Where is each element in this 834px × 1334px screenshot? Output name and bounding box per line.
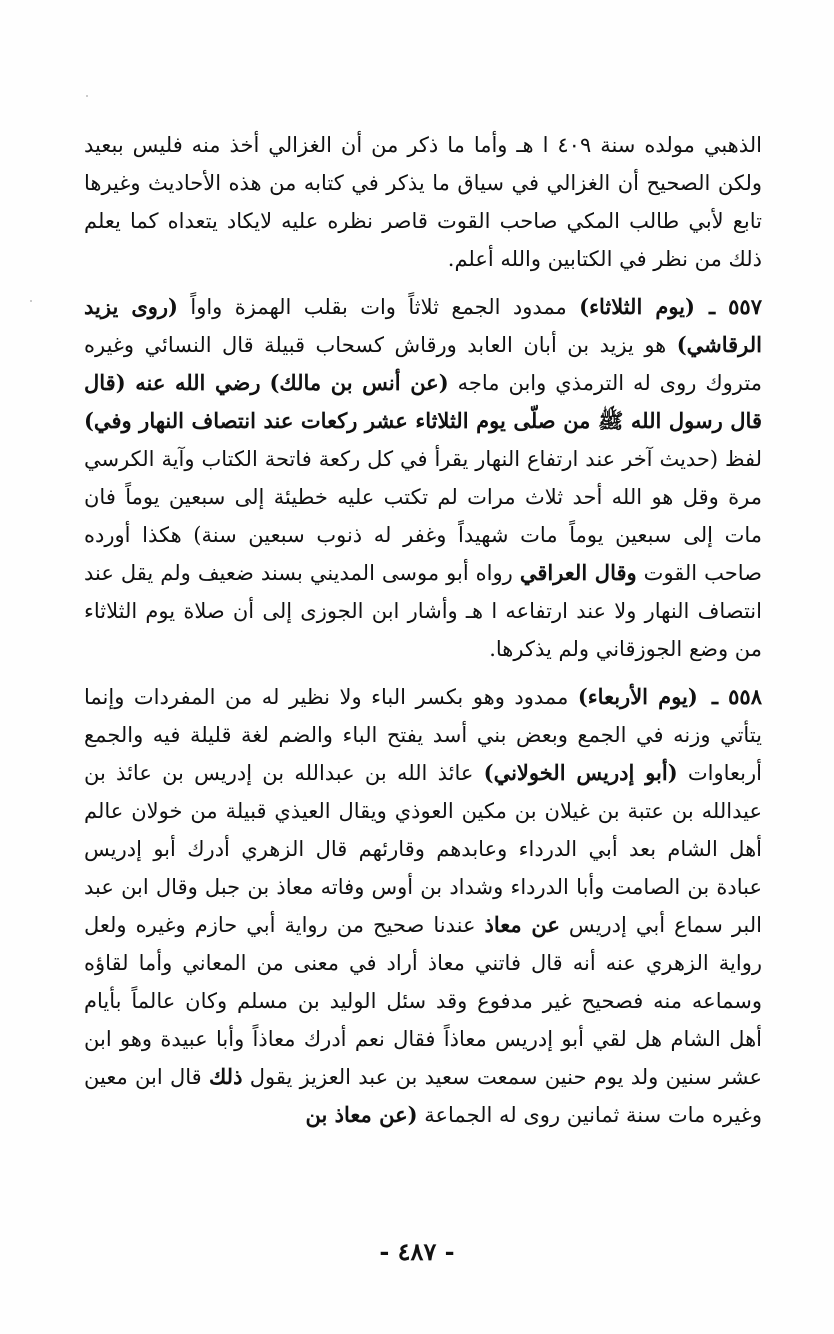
headword: (يوم الثلاثاء) bbox=[579, 294, 695, 319]
paragraph-continuation bbox=[84, 126, 762, 278]
commentary-text: رواه أبو موسى المديني بسند ضعيف ولم يقل عند انتصاف النهار ولا عند ارتفاعه ا هـ وأشار ابن الجوزى إلى أن صلاة يوم الثلاثاء من وضع الجوزقاني ولم يذكرها. bbox=[84, 561, 762, 661]
matn-text: (عن معاذ بن bbox=[305, 1102, 418, 1127]
page-number: - ٤٨٧ - bbox=[379, 1237, 455, 1266]
body-text bbox=[84, 126, 762, 1134]
matn-text: عن معاذ bbox=[484, 912, 560, 937]
paper-speck bbox=[30, 300, 32, 302]
commentary-text: عندنا صحيح من رواية أبي حازم وغيره ولعل رواية الزهري عنه أنه قال فاتني معاذ أراد في معنى من المعاني وأما لقاؤه وسماعه منه فصحيح غير مدفوع وقد سئل الوليد بن مسلم وكان عالماً بأيام أهل الشام هل لقي أبو إدريس معاذاً فقال نعم أدرك معاذاً وأبا عبيدة وهو ابن عشر سنين ولد يوم حنين سمعت سعيد بن عبد العزيز يقول bbox=[84, 913, 762, 1089]
matn-text: (روى يزيد الرقاشي) bbox=[84, 294, 762, 357]
paper-speck bbox=[86, 95, 88, 97]
entry-number: ٥٥٨ ـ bbox=[711, 684, 762, 709]
matn-text: (أبو إدريس الخولاني) bbox=[483, 760, 678, 785]
matn-text: وقال العراقي bbox=[519, 560, 637, 585]
commentary-text: عائذ الله بن عبدالله بن إدريس بن عائذ بن عيدالله بن عتبة بن غيلان بن مكين العوذي ويقال العيذي قبيلة من خولان عالم أهل الشام بعد أبي الدرداء وعابدهم وقارئهم قال الزهري أدرك أبو إدريس عبادة بن الصامت وأبا الدرداء وشداد بن أوس وفاته معاذ بن جبل وقال ابن عبد البر سماع أبي إدريس bbox=[84, 761, 762, 937]
matn-text: رضي الله عنه (قال قال رسول الله ﷺ من صلّى يوم الثلاثاء عشر ركعات عند انتصاف النهار وفي) bbox=[84, 370, 762, 433]
commentary-text: هو يزيد بن أبان العابد ورقاش كسحاب قبيلة قال النسائي وغيره متروك روى له الترمذي وابن ماجه bbox=[84, 333, 762, 395]
commentary-text: لفظ (حديث آخر عند ارتفاع النهار يقرأ في كل ركعة فاتحة الكتاب وآية الكرسي مرة وقل هو الله أحد ثلاث مرات لم تكتب عليه خطيئة إلى سبعين يوماً فان مات إلى سبعين يوماً مات شهيداً وغفر له ذنوب سبعين سنة) هكذا أورده صاحب القوت bbox=[84, 447, 762, 585]
commentary-text: ممدود وهو بكسر الباء ولا نظير له من المفردات وإنما يتأتي وزنه في الجمع وبعض بني أسد يفتح الباء والضم لغة قليلة فيه والجمع أربعاوات bbox=[84, 685, 762, 785]
entry-558 bbox=[84, 678, 762, 1134]
commentary-text: ممدود الجمع ثلاثاً وات بقلب الهمزة واواً bbox=[177, 295, 580, 319]
headword: (يوم الأربعاء) bbox=[577, 684, 698, 709]
paragraph-text: الذهبي مولده سنة ٤٠٩ ا هـ وأما ما ذكر من أن الغزالي أخذ منه فليس ببعيد ولكن الصحيح أن الغزالي في سياق ما يذكر في كتابه من هذه الأحاديث وغيرها تابع لأبي طالب المكي صاحب القوت قاصر نظره عليه لايكاد يتعداه كما يعلم ذلك من نظر في الكتابين والله أعلم. bbox=[84, 133, 762, 271]
commentary-text: قال ابن معين وغيره مات سنة ثمانين روى له الجماعة bbox=[84, 1065, 762, 1127]
entry-number: ٥٥٧ ـ bbox=[708, 294, 762, 319]
matn-text: ذلك bbox=[208, 1064, 243, 1089]
matn-text: (عن أنس بن مالك) bbox=[269, 370, 449, 395]
entry-557 bbox=[84, 288, 762, 668]
